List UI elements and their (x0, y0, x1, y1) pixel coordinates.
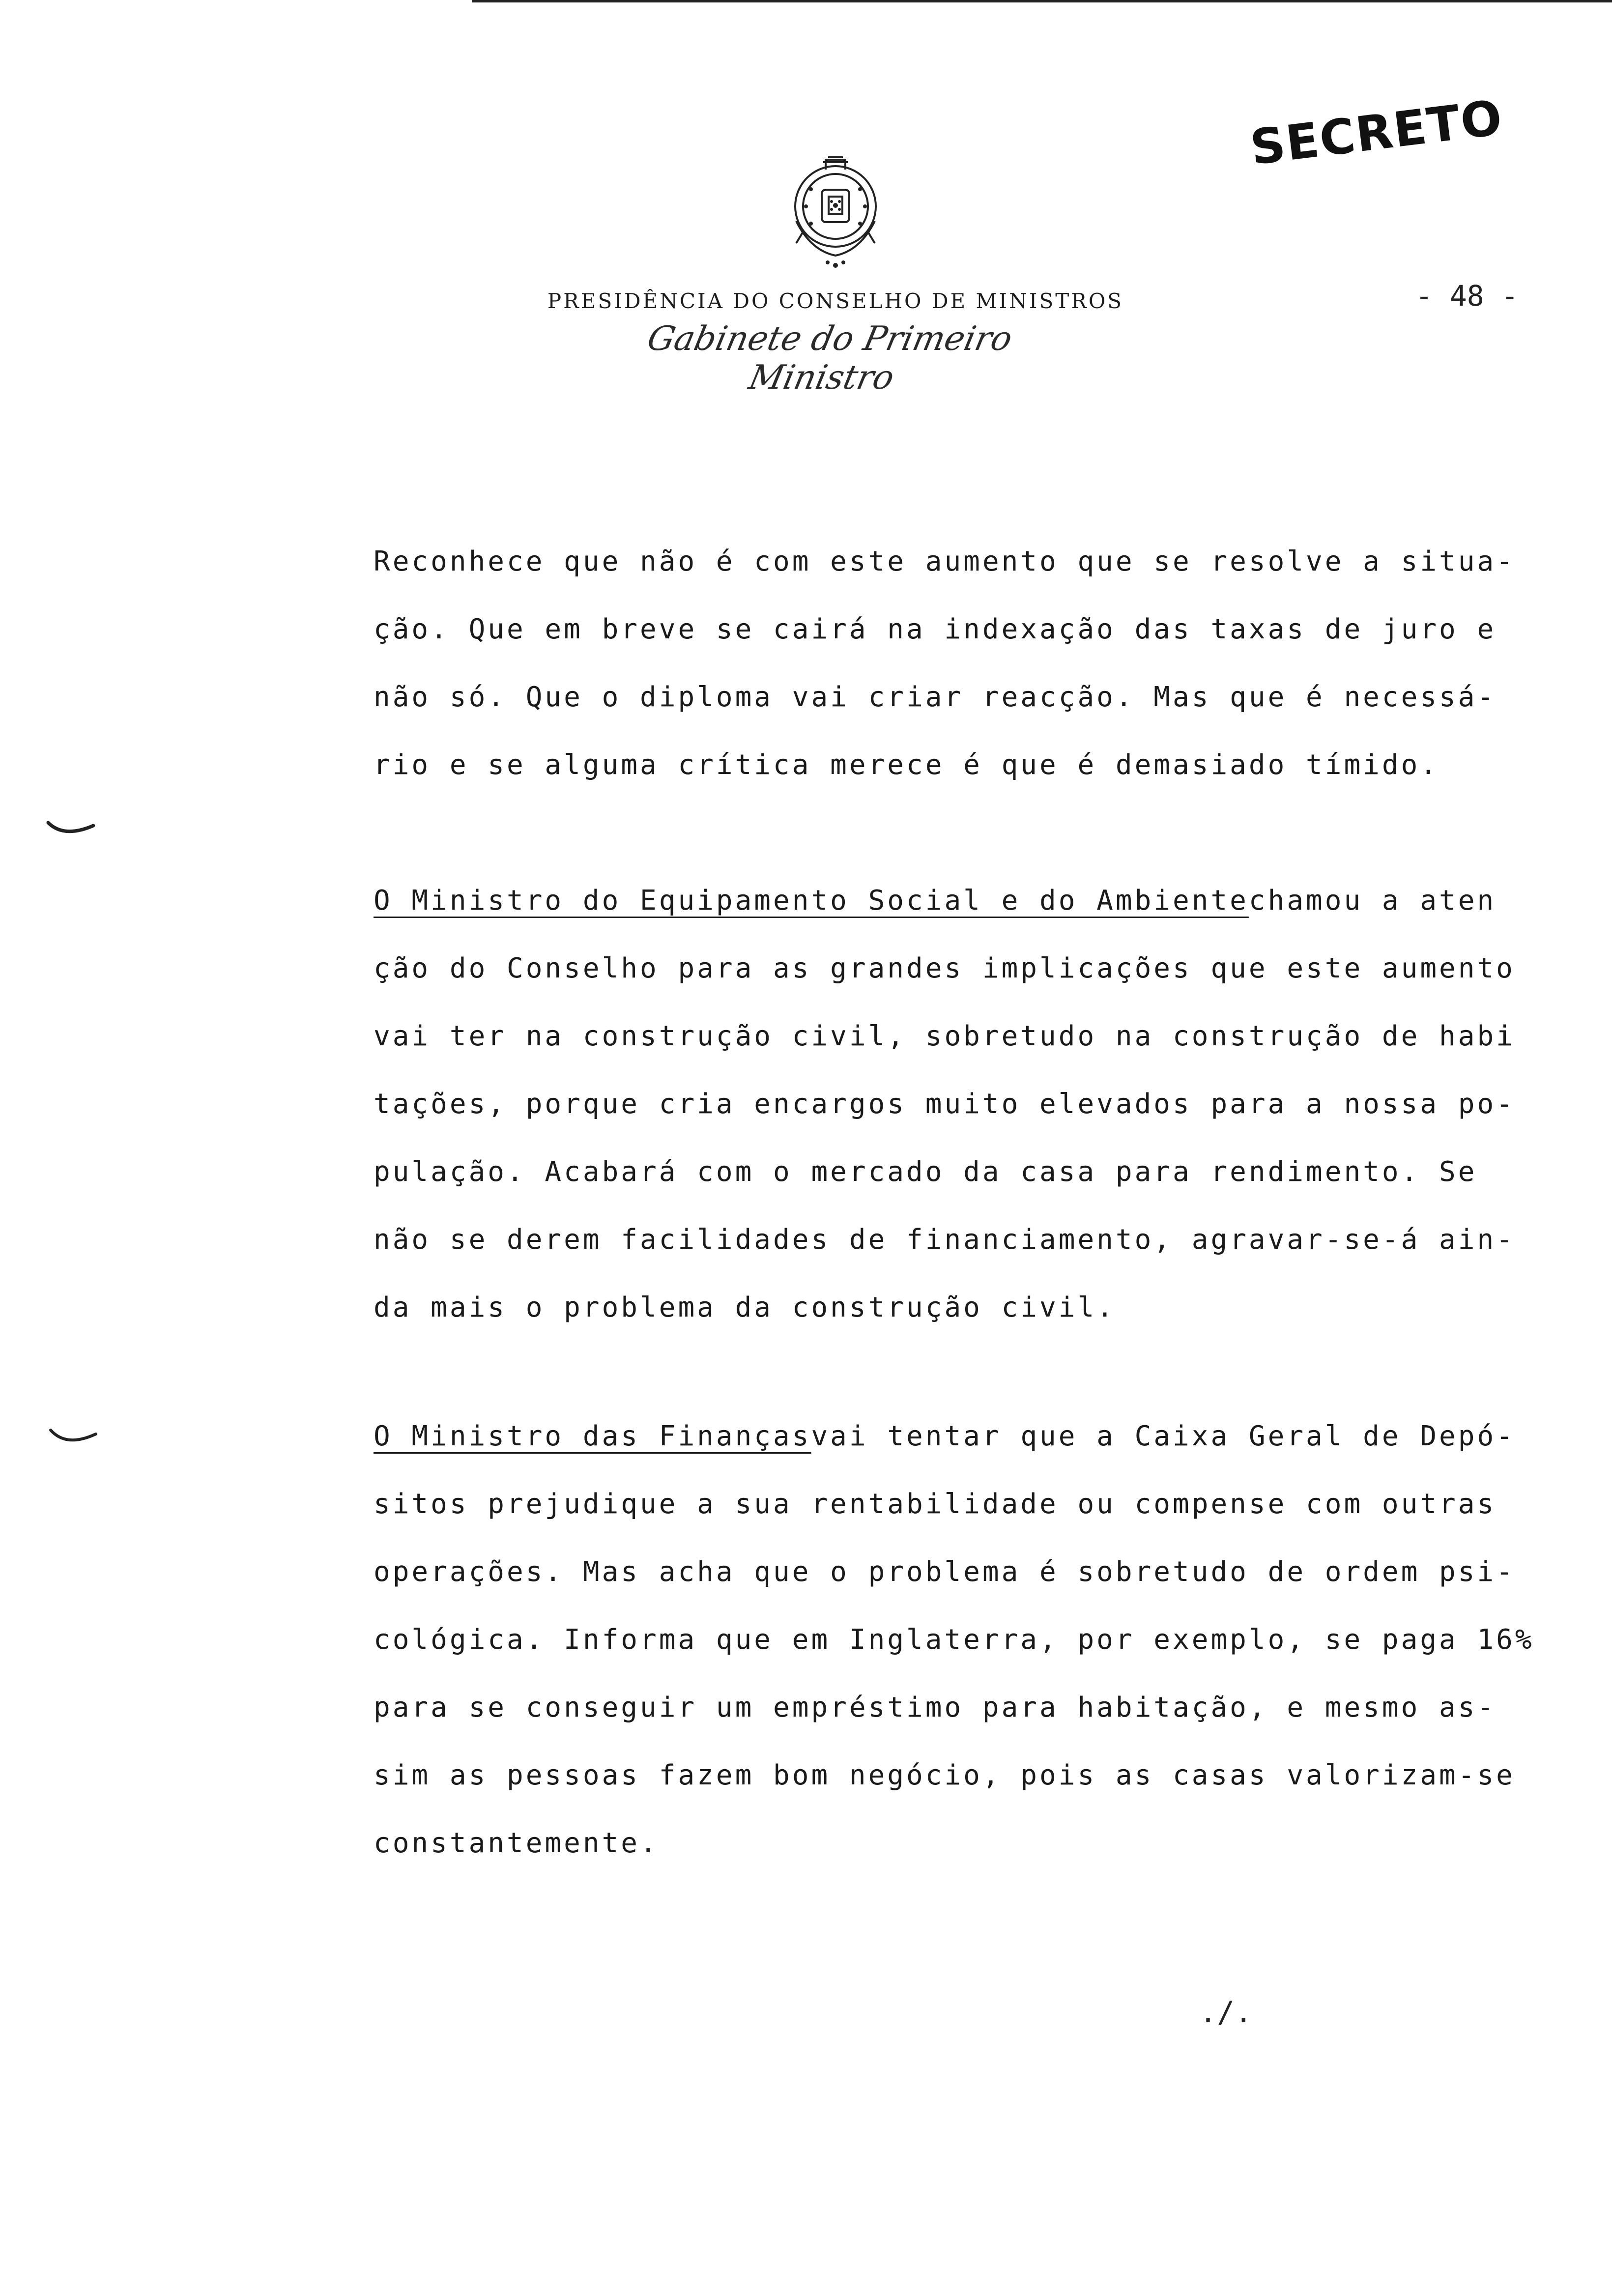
margin-mark-icon (44, 816, 98, 840)
speaker-line-rest: chamou a aten (1248, 885, 1497, 917)
scan-top-border (472, 0, 1612, 2)
text-line: tações, porque cria encargos muito elevados para a nossa po- (374, 1088, 1515, 1120)
page-number: - 48 - (1415, 279, 1519, 313)
continuation-mark: ./. (1199, 1995, 1253, 2030)
speaker-line-rest: vai tentar que a Caixa Geral de Depó- (811, 1420, 1515, 1452)
margin-mark-icon (47, 1425, 101, 1450)
speaker-name: O Ministro do Equipamento Social e do Ambiente (374, 885, 1249, 917)
office-heading: PRESIDÊNCIA DO CONSELHO DE MINISTROS (547, 289, 1124, 313)
text-line-speaker (374, 1420, 1515, 1452)
text-line: sim as pessoas fazem bom negócio, pois as casas valorizam-se (374, 1759, 1515, 1791)
speaker-name: O Ministro das Finanças (374, 1420, 811, 1452)
coat-of-arms-emblem (777, 147, 894, 275)
text-line-speaker (374, 885, 1497, 917)
text-line: vai ter na construção civil, sobretudo na construção de habi (374, 1020, 1515, 1052)
text-line: para se conseguir um empréstimo para habitação, e mesmo as- (374, 1692, 1497, 1723)
text-line: ção. Que em breve se cairá na indexação das taxas de juro e (374, 613, 1497, 645)
text-line: operações. Mas acha que o problema é sobretudo de ordem psi- (374, 1556, 1515, 1588)
text-line: não só. Que o diploma vai criar reacção. Mas que é necessá- (374, 681, 1497, 713)
text-line: ção do Conselho para as grandes implicações que este aumento (374, 952, 1515, 984)
text-line: sitos prejudique a sua rentabilidade ou compense com outras (374, 1488, 1497, 1520)
text-line: cológica. Informa que em Inglaterra, por exemplo, se paga 16% (374, 1624, 1534, 1656)
secret-stamp: SECRETO (1247, 89, 1506, 176)
text-line: da mais o problema da construção civil. (374, 1292, 1116, 1323)
text-line: rio e se alguma crítica merece é que é demasiado tímido. (374, 749, 1439, 781)
text-line: Reconhece que não é com este aumento que se resolve a situa- (374, 545, 1515, 577)
text-line: não se derem facilidades de financiamento, agravar-se-á ain- (374, 1224, 1515, 1256)
cabinet-subheading: Gabinete do Primeiro Ministro (644, 319, 1016, 397)
text-line: constantemente. (374, 1827, 659, 1859)
text-line: pulação. Acabará com o mercado da casa para rendimento. Se (374, 1156, 1477, 1188)
